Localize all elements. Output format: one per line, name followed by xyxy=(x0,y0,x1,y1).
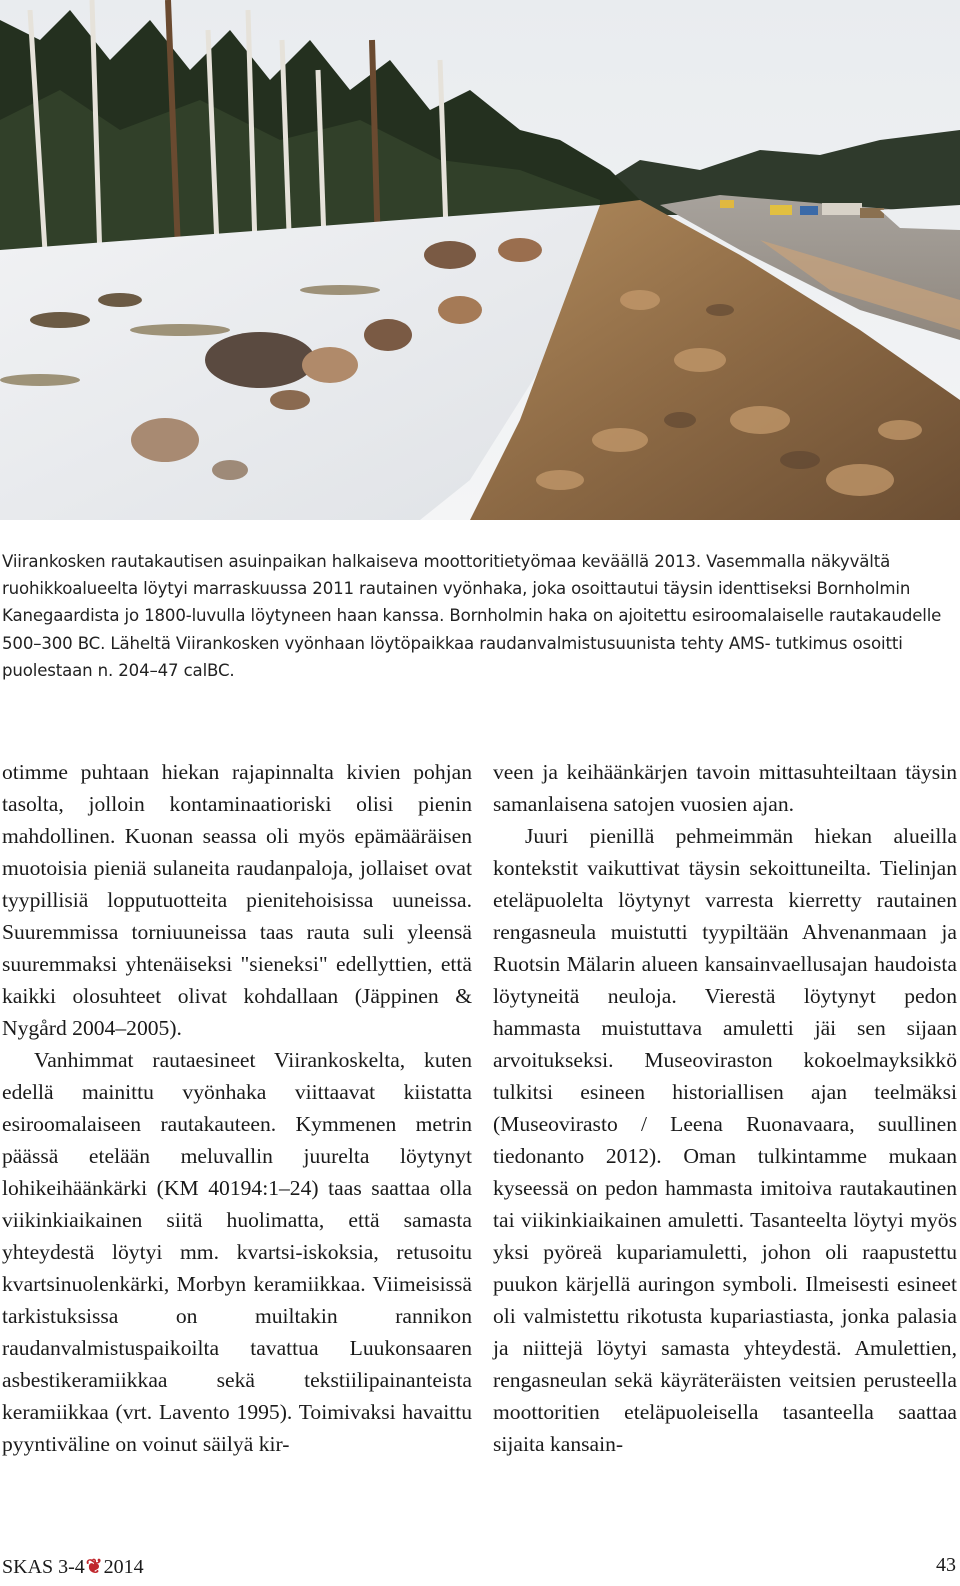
body-column-right xyxy=(493,756,957,1460)
journal-logo-icon: ❦ xyxy=(85,1556,103,1578)
journal-issue xyxy=(2,1554,144,1579)
page-footer xyxy=(0,1554,960,1582)
caption-text: Viirankosken rautakautisen asuinpaikan halkaiseva moottoritietyömaa keväällä 2013. Vasemmalla näkyvältä ruohikkoalueelta löytyi marraskuussa 2011 rautainen vyönhaka, joka osoittautui täysin identtiseksi Bornholmin Kanegaardista jo 1800-luvulla löytyneen haan kanssa. Bornholmin haka on ajoitettu esiroomalaiselle rautakaudelle 500–300 BC. Läheltä Viirankosken vyönhaan löytöpaikkaa raudanvalmistusuunista tehty AMS- tutkimus osoitti puolestaan n. 204–47 calBC. xyxy=(2,552,942,680)
left-paragraph-2: Vanhimmat rautaesineet Viirankoskelta, kuten edellä mainittu vyönhaka viittaavat kiistatta esiroomalaiseen rautakauteen. Kymmenen metrin päässä etelään meluvallin juurelta löytynyt lohikeihäänkärki (KM 40194:1–24) taas saattaa olla viikinkiaikainen siitä huolimatta, että samasta yhteydestä löytyi mm. kvartsi-iskoksia, retusoitu kvartsinuolenkärki, Morbyn keramiikkaa. Viimeisissä tarkistuksissa on muiltakin rannikon raudanvalmistuspaikoilta tavattua Luukonsaaren asbestikeramiikkaa sekä tekstiilipainanteista keramiikkaa (vrt. Lavento 1995). Toimivaksi havaittu pyyntiväline on voinut säilyä kir- xyxy=(2,1048,472,1456)
body-column-left xyxy=(2,756,472,1460)
right-paragraph-2: Juuri pienillä pehmeimmän hiekan alueilla kontekstit vaikuttivat täysin sekoittuneilta. Tielinjan eteläpuolelta löytynyt varresta kierretty rautainen rengasneula muistutti tyypiltään Ahvenanmaan ja Ruotsin Mälarin alueen kansainvaellusajan haudoista löytyneitä neuloja. Vierestä löytynyt pedon hammasta muistuttava amuletti jäi sen sijaan arvoitukseksi. Museoviraston kokoelmayksikkö tulkitsi esineen historiallisen ajan teelmäksi (Museovirasto / Leena Ruonavaara, suullinen tiedonanto 2012). Oman tulkintamme mukaan kyseessä on pedon hammasta imitoiva rautakautinen tai viikinkiaikainen amuletti. Tasanteelta löytyi myös yksi pyöreä kupariamuletti, johon oli raapustettu puukon kärjellä auringon symboli. Ilmeisesti esineet oli valmistettu rikotusta kupariastiasta, jonka palasia ja niittejä löytyi samasta yhteydestä. Amulettien, rengasneulan sekä käyräteräisten veitsien perusteella moottoritien eteläpuoleisella tasanteella saattaa sijaita kansain- xyxy=(493,824,957,1456)
landscape-photo xyxy=(0,0,960,520)
page-number: 43 xyxy=(936,1554,956,1576)
journal-year: 2014 xyxy=(103,1556,144,1578)
journal-name: SKAS 3-4 xyxy=(2,1556,85,1578)
photo-caption xyxy=(2,548,956,684)
right-paragraph-1: veen ja keihäänkärjen tavoin mittasuhteiltaan täysin samanlaisena satojen vuosien ajan. xyxy=(493,760,957,816)
left-paragraph-1: otimme puhtaan hiekan rajapinnalta kivien pohjan tasolta, jolloin kontaminaatioriski olisi pienin mahdollinen. Kuonan seassa oli myös epämääräisen muotoisia pieniä sulaneita raudanpaloja, jollaiset ovat tyypillisiä lopputuotteita pienitehoisissa uuneissa. Suuremmissa torniuuneissa taas rauta suli yleensä suuremmaksi yhtenäiseksi "sieneksi" edellyttien, että kaikki olosuhteet olivat kohdallaan (Jäppinen & Nygård 2004–2005). xyxy=(2,760,472,1040)
